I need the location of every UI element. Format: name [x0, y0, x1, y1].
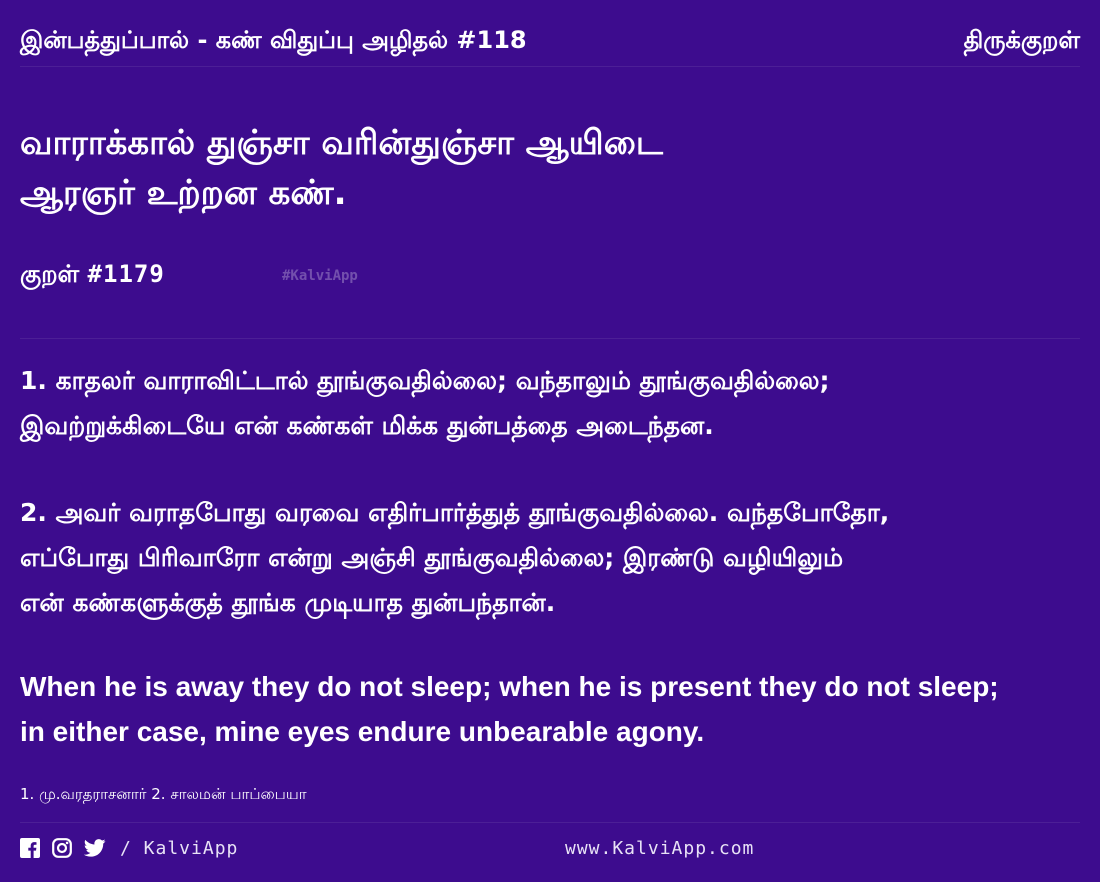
explanation-2-line-1: 2. அவர் வராதபோது வரவை எதிர்பார்த்துத் தூங்குவதில்லை. வந்தபோதோ,	[20, 498, 890, 527]
english-translation	[20, 664, 1080, 754]
explanation-2	[20, 490, 1080, 625]
explanation-1-line-2: இவற்றுக்கிடையே என் கண்கள் மிக்க துன்பத்தை அடைந்தன.	[20, 411, 714, 440]
explanation-1	[20, 358, 1080, 448]
header	[20, 22, 1080, 58]
kural-line-1: வாராக்கால் துஞ்சா வரின்துஞ்சா ஆயிடை	[20, 123, 663, 163]
authors-credit: 1. மு.வரதராசனார் 2. சாலமன் பாப்பையா	[20, 785, 307, 803]
english-line-1: When he is away they do not sleep; when he is present they do not sleep;	[20, 671, 999, 702]
verse-divider	[20, 338, 1080, 339]
english-line-2: in either case, mine eyes endure unbearable agony.	[20, 716, 705, 747]
facebook-icon[interactable]	[20, 838, 40, 858]
footer-handle[interactable]: / KalviApp	[120, 837, 239, 859]
explanation-2-line-3: என் கண்களுக்குத் தூங்க முடியாத துன்பந்தான்.	[20, 588, 556, 617]
instagram-icon[interactable]	[52, 838, 72, 858]
book-title: திருக்குறள்	[963, 26, 1080, 54]
footer	[20, 834, 1080, 862]
kural-label: குறள்	[20, 260, 80, 288]
footer-website[interactable]: www.KalviApp.com	[565, 837, 755, 859]
kural-verse	[20, 118, 1080, 218]
twitter-icon[interactable]	[84, 839, 106, 857]
header-divider	[20, 66, 1080, 67]
kural-number-value: #1179	[87, 260, 165, 288]
social-links	[20, 838, 106, 858]
kural-line-2: ஆரஞர் உற்றன கண்.	[20, 173, 347, 213]
explanation-2-line-2: எப்போது பிரிவாரோ என்று அஞ்சி தூங்குவதில்லை; இரண்டு வழியிலும்	[20, 543, 844, 572]
hashtag-watermark: #KalviApp	[282, 268, 358, 284]
kural-number	[20, 256, 165, 292]
footer-divider	[20, 822, 1080, 823]
explanation-1-line-1: 1. காதலர் வாராவிட்டால் தூங்குவதில்லை; வந்தாலும் தூங்குவதில்லை;	[20, 366, 830, 395]
chapter-title: இன்பத்துப்பால் - கண் விதுப்பு அழிதல் #118	[20, 26, 527, 54]
